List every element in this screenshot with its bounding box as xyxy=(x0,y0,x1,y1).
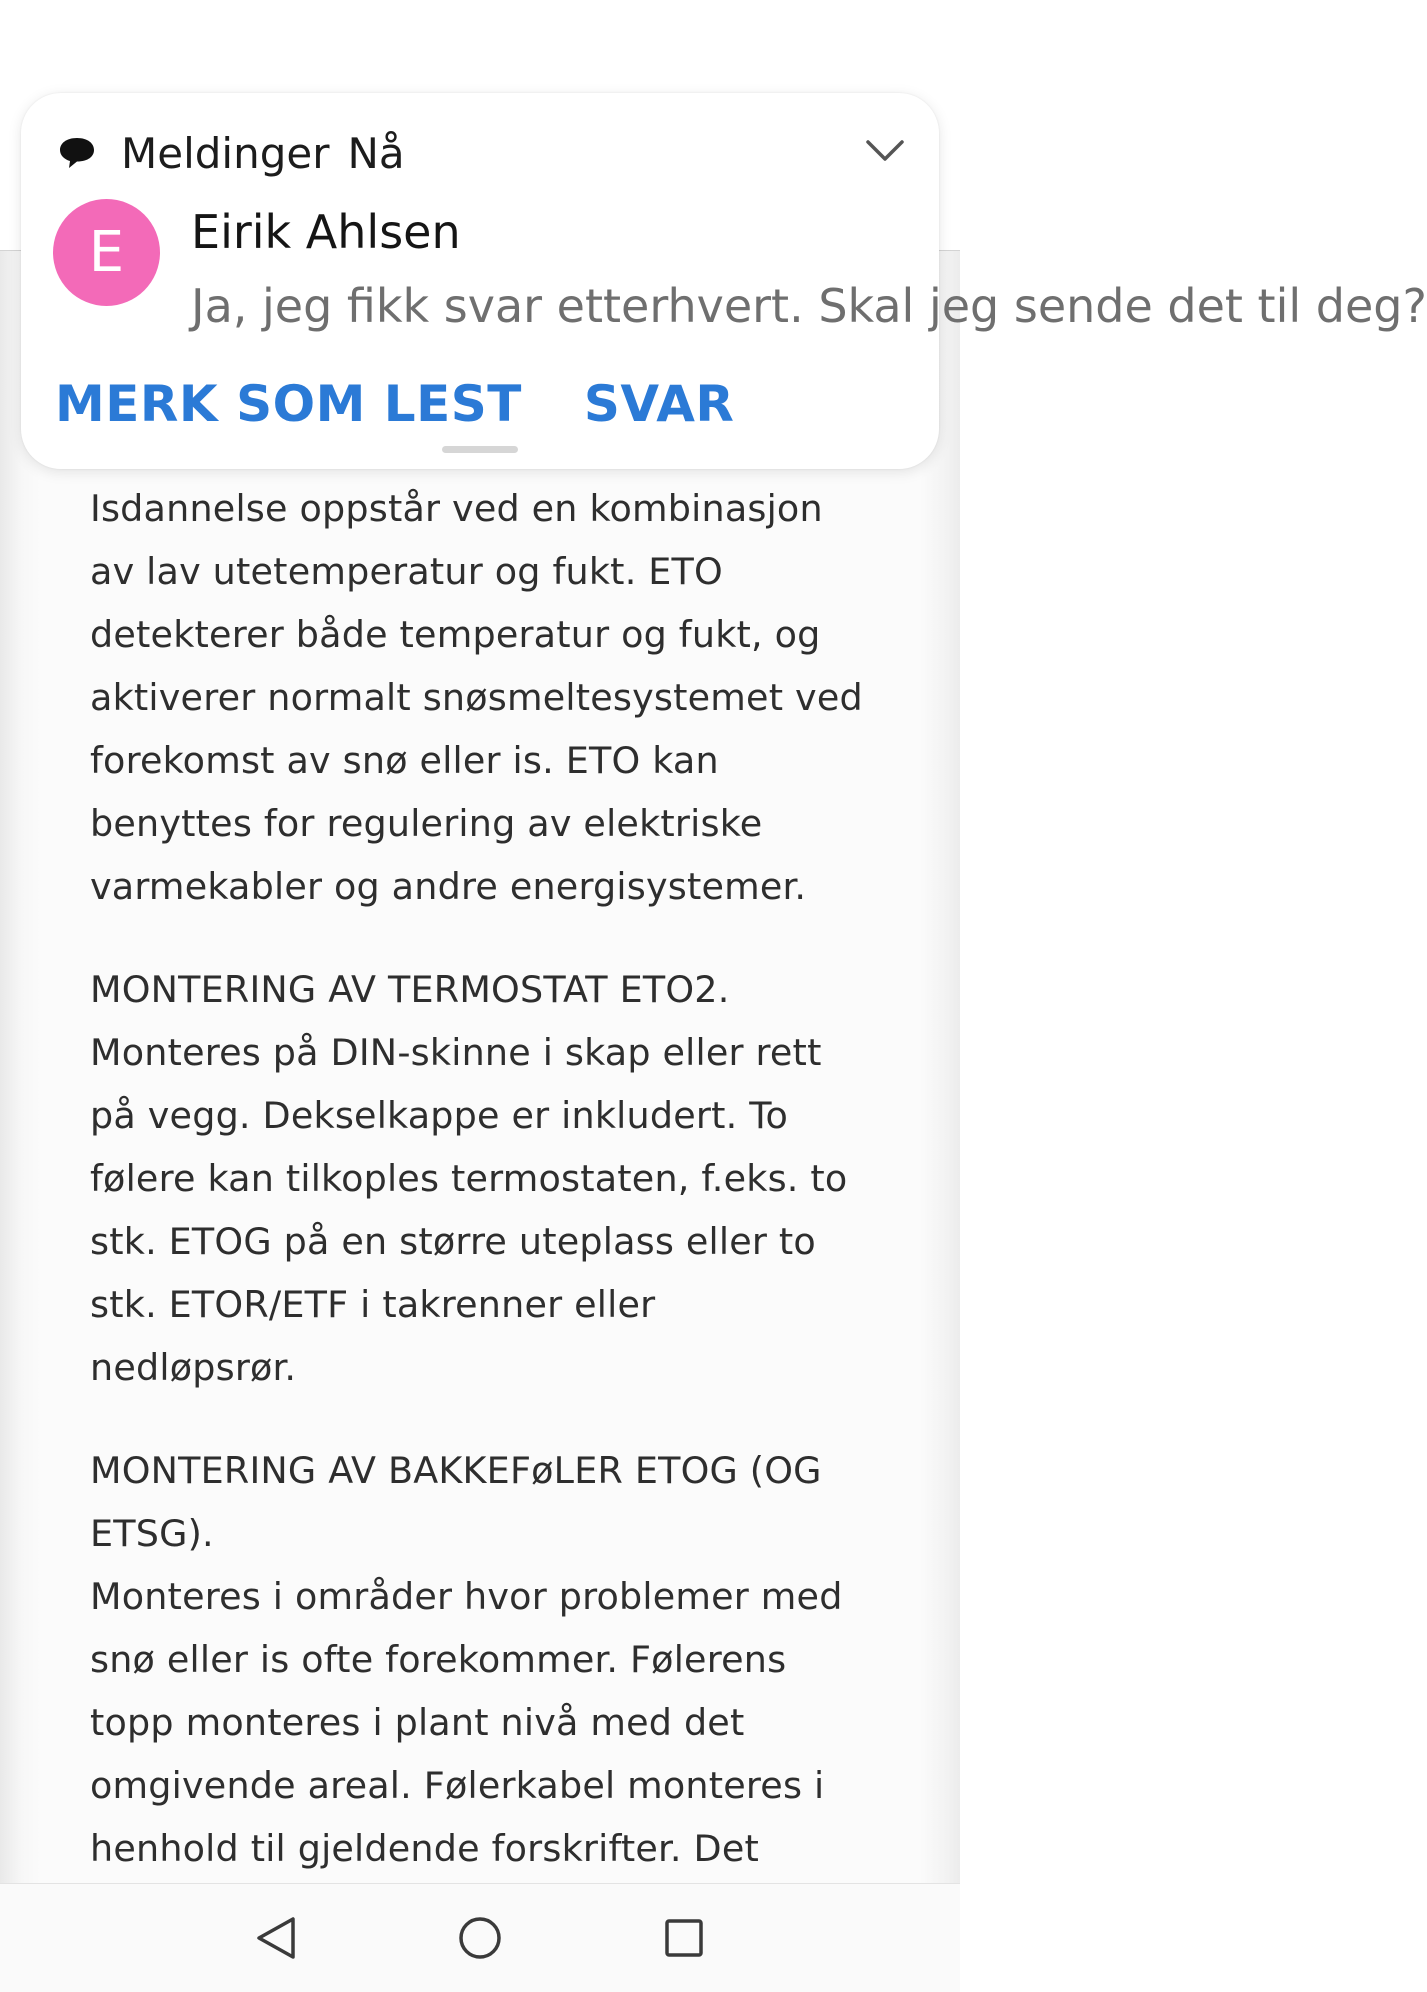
message-notification[interactable] xyxy=(21,93,1427,469)
app-name: Meldinger xyxy=(121,128,330,178)
mark-as-read-button[interactable]: MERK SOM LEST xyxy=(55,375,522,433)
notification-actions xyxy=(55,375,734,433)
paragraph-mounting-thermostat: MONTERING AV TERMOSTAT ETO2. Monteres på DIN-skinne i skap eller rett på vegg. Dekselkappe er inkludert. To følere kan tilkoples termostaten, f.eks. to stk. ETOG på en større uteplass eller to stk. ETOR/ETF i takrenner eller nedløpsrør. xyxy=(90,968,848,1389)
navigation-bar xyxy=(0,1883,960,1992)
sender-name: Eirik Ahlsen xyxy=(191,205,461,259)
avatar: E xyxy=(53,199,160,306)
reply-button[interactable]: SVAR xyxy=(583,375,735,433)
back-button[interactable] xyxy=(248,1910,304,1966)
home-icon xyxy=(456,1914,504,1962)
recents-icon xyxy=(662,1916,706,1960)
chevron-down-icon xyxy=(865,139,905,163)
paragraph-intro: Isdannelse oppstår ved en kombinasjon av lav utetemperatur og fukt. ETO detekterer både temperatur og fukt, og aktiverer normalt snøsmeltesystemet ved forekomst av snø eller is. ETO kan benyttes for regulering av elektriske varmekabler og andre energisystemer. xyxy=(90,487,863,908)
paragraph-mounting-ground-sensor: MONTERING AV BAKKEFøLER ETOG (OG ETSG). Monteres i områder hvor problemer med snø eller is ofte forekommer. Følerens topp monteres i plant nivå med det omgivende areal. Følerkabel monteres i henhold til gjeldende forskrifter. Det xyxy=(90,1449,843,1870)
notification-time: Nå xyxy=(347,128,405,178)
recents-button[interactable] xyxy=(656,1910,712,1966)
home-button[interactable] xyxy=(452,1910,508,1966)
drag-handle[interactable] xyxy=(442,446,518,453)
back-icon xyxy=(253,1914,299,1962)
message-bubble-icon xyxy=(57,133,97,173)
document-view[interactable] xyxy=(0,250,1427,1884)
message-preview: Ja, jeg fikk svar etterhvert. Skal jeg sende det til deg? xyxy=(191,279,1427,333)
document-text xyxy=(90,477,890,1920)
collapse-button[interactable] xyxy=(861,127,909,175)
notification-header xyxy=(57,123,405,183)
